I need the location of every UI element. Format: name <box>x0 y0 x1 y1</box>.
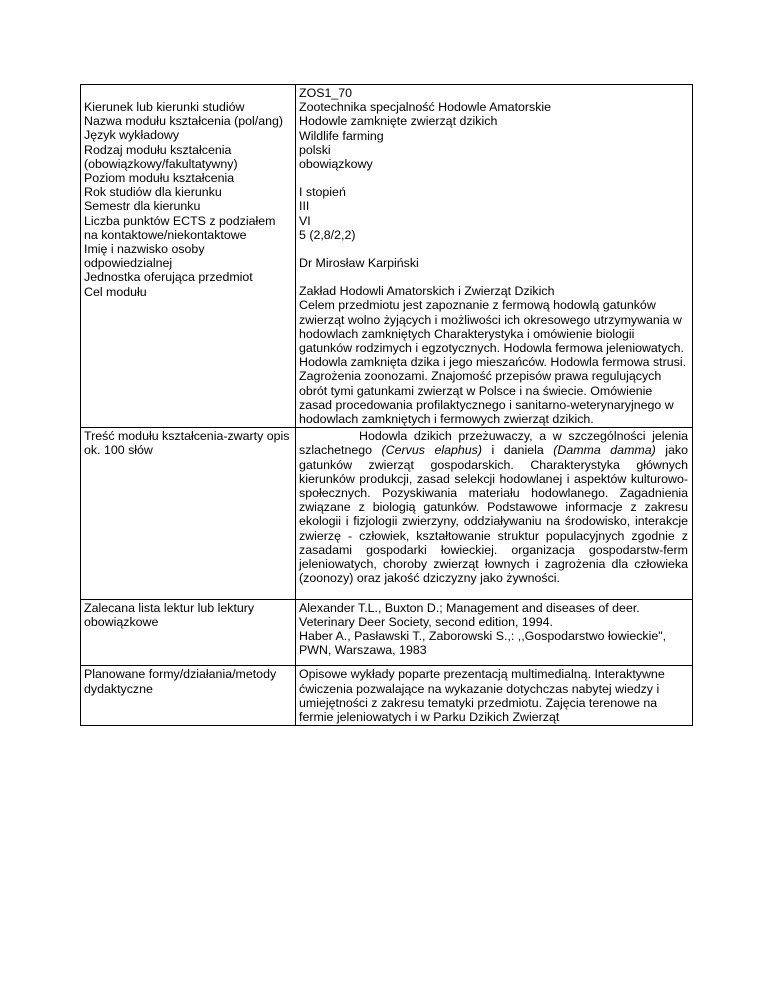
content-text-3: jako gatunków zwierząt gospodarskich. Charakterystyka głównych kierunków produkcji, zasad selekcji hodowlanej i aspektów kulturowo-społecznych. Pozyskiwania materiału hodowlanego. Zagadnienia związane z biologią gatunków. Podstawowe informacje z zakresu ekologii i fizjologii zwierzyny, oddziaływaniu na środowisko, interakcje zwierzę - człowiek, kształtowanie struktur populacyjnych zgodnie z zasadami gospodarki łowieckiej. organizacja gospodarstw-ferm jeleniowatych, choroby zwierząt łownych i zagrożenia dla człowieka (zoonozy) oraz jakość dziczyzny jako żywności. <box>299 443 688 586</box>
person-value: Dr Mirosław Karpiński <box>299 256 419 271</box>
literature-item: Haber A., Pasławski T., Zaborowski S.,: ,,Gospodarstwo łowieckie", PWN, Warszawa, 1983 <box>299 628 667 658</box>
ects-value: 5 (2,8/2,2) <box>299 227 356 242</box>
goal-value: Celem przedmiotu jest zapoznanie z fermową hodowlą gatunków zwierząt wolno żyjących i możliwości ich okresowego utrzymywania w hodowlach zamkniętych Charakterystyka i omówienie biologii gatunków rodzimych i egzotycznych. Hodowla fermowa jeleniowatych. Hodowla zamknięta dzika i jego mieszańców. Hodowla fermowa strusi. Zagrożenia zoonozami. Znajomość przepisów prawa regulujących obrót tymi gatunkami zwierząt w Polsce i na świecie. Omówienie zasad procedowania profilaktycznego i sanitarno-weterynaryjnego w hodowlach zamkniętych i fermowych zwierząt dzikich. <box>299 298 687 427</box>
methods-label: Planowane formy/działania/metody dydaktyczne <box>84 667 277 696</box>
field-value: Zootechnika specjalność Hodowle Amatorskie <box>299 100 552 115</box>
year-label: Rok studiów dla kierunku <box>84 185 222 200</box>
module-code: ZOS1_70 <box>299 86 353 100</box>
values-cell-top <box>296 85 693 428</box>
name-label: Nazwa modułu kształcenia (pol/ang) <box>84 114 284 129</box>
methods-value-cell <box>296 666 693 726</box>
unit-label: Jednostka oferująca przedmiot <box>84 270 253 285</box>
content-value-cell <box>296 428 693 599</box>
literature-label-cell <box>81 599 296 666</box>
year-value: III <box>299 199 310 214</box>
name-pl-value: Hodowle zamknięte zwierząt dzikich <box>299 114 498 129</box>
content-label: Treść modułu kształcenia-zwarty opis ok. 100 słów <box>84 429 290 458</box>
methods-label-cell <box>81 666 296 726</box>
table-row <box>81 599 693 666</box>
literature-value-cell <box>296 599 693 666</box>
level-label: Poziom modułu kształcenia <box>84 171 235 186</box>
table-row <box>81 666 693 726</box>
literature-item: Alexander T.L., Buxton D.; Management and diseases of deer. Veterinary Deer Society, second edition, 1994. <box>299 600 640 629</box>
content-text-1: Hodowla dzikich przeżuwaczy, a w szczególności jelenia szlachetnego <box>299 429 688 458</box>
content-description <box>299 429 688 585</box>
literature-label: Zalecana lista lektur lub lektury obowiązkowe <box>84 600 255 629</box>
content-label-cell <box>81 428 296 599</box>
type-value: obowiązkowy <box>299 157 373 172</box>
level-value: I stopień <box>299 185 346 200</box>
latin-name-fallow-deer: (Damma damma) <box>553 443 656 458</box>
goal-label: Cel modułu <box>84 284 147 299</box>
unit-value: Zakład Hodowli Amatorskich i Zwierząt Dzikich <box>299 284 555 299</box>
semester-value: VI <box>299 213 311 228</box>
content-text-2: i daniela <box>481 443 554 458</box>
field-label: Kierunek lub kierunki studiów <box>84 100 245 114</box>
table-row <box>81 428 693 599</box>
person-label: Imię i nazwisko osoby odpowiedzialnej <box>84 242 205 271</box>
ects-label: Liczba punktów ECTS z podziałem na kontaktowe/niekontaktowe <box>84 213 276 242</box>
methods-value: Opisowe wykłady poparte prezentacją multimedialną. Interaktywne ćwiczenia pozwalające na wykazanie dotychczas nabytej wiedzy i umiejętności z zakresu tematyki przedmiotu. Zajęcia terenowe na fermie jeleniowatych i w Parku Dzikich Zwierząt <box>299 667 665 724</box>
language-value: polski <box>299 142 331 157</box>
language-label: Język wykładowy <box>84 128 180 143</box>
name-en-value: Wildlife farming <box>299 128 384 143</box>
table-row <box>81 85 693 428</box>
labels-cell-top <box>81 85 296 428</box>
latin-name-red-deer: (Cervus elaphus) <box>381 443 482 458</box>
type-label: Rodzaj modułu kształcenia (obowiązkowy/fakultatywny) <box>84 142 238 171</box>
module-description-table <box>80 84 693 726</box>
semester-label: Semestr dla kierunku <box>84 199 201 214</box>
